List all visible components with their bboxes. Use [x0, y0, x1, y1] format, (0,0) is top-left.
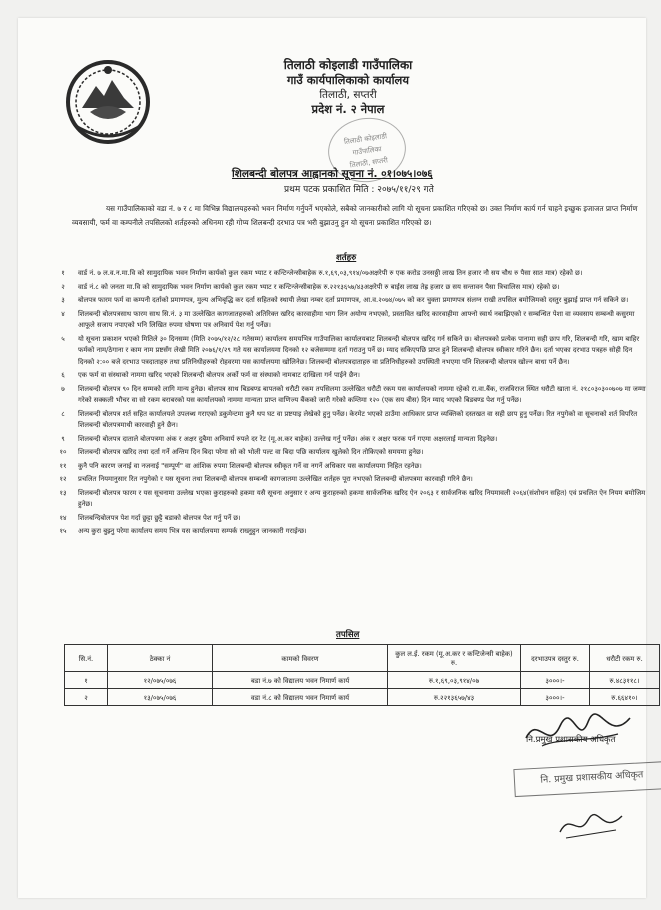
- notice-title: शिलबन्दी बोलपत्र आह्वानको सूचना नं. ०१।०७५।०७६: [232, 168, 433, 180]
- condition-text: प्रचलित नियमानुसार रित नपुगेको र यस सूचना तथा शिलबन्दी बोलपत्र सम्बन्धी कागजातमा उल्लेखित शर्तहरु पूरा नभएको शिलबन्दी बोलपत्रमा कारवाही गरिने छैन।: [78, 475, 473, 483]
- condition-text: कुनै पनि कारण जनाई वा नजनाई "सम्पूर्ण" वा आंशिक रुपमा शिलबन्दी बोलपत्र स्वीकृत गर्ने वा नगर्ने अधिकार यस कार्यालयमा निहित रहनेछ।: [78, 461, 422, 470]
- conditions-heading: शर्तहरु: [336, 253, 357, 263]
- cell-work-description: वडा नं.८ को विद्यालय भवन निमार्ण कार्य: [213, 689, 388, 706]
- condition-item: [48, 295, 648, 307]
- cell-bid-fee: ३०००।-: [521, 672, 590, 689]
- condition-number: ११: [59, 461, 67, 470]
- condition-item: [48, 434, 648, 446]
- condition-text: शिलबन्दी बोलपत्र शर्त सहित कार्यालयले उपलब्ध गराएको डकुमेन्टमा कुनै थप घट वा प्रष्टयाइ लेखेको हुनु पर्नेछ। केरमेट भएको ठाउँमा आधिकार प्राप्त व्यक्तिको दस्तखत वा सही छाप हुनु पर्नेछ। रित नपुगेको वा सूचनाको शर्त विपरित शिलबन्दी बोलपत्रमाथी कारवाही हुने छैन।: [78, 409, 638, 429]
- condition-item: [48, 268, 648, 280]
- condition-text: बोलपत्र फारम फर्म वा कम्पनी दर्ताको प्रमाणपत्र, मुल्य अभिबृद्धि कर दर्ता सहितको स्थायी लेखा नम्बर दर्ता प्रमाणपत्र, आ.व.२०७४/०७५ को कर चुक्ता प्रमाणपत्र संलग्न राखी तपसिल बमोजिमको दस्तुर बुझाई प्राप्त गर्न सकिने छ।: [78, 296, 629, 304]
- details-heading: तपसिल: [336, 630, 360, 640]
- cell-deposit: रु.६६४१०।: [590, 689, 660, 706]
- condition-text: शिलबन्दी बोलपत्र फारम र यस सूचनामा उल्लेख भएका कुराहरुको हकमा यसै सूचना अनुसार र अन्य कुराहरुको हकमा सार्वजनिक खरिद ऐन २०६३ र सार्वजनिक खरिद नियमावली २०६४(संशोधन सहित) एवं प्रचलित ऐन नियम बमोजिम हुनेछ।: [78, 488, 646, 508]
- stamp-line-2: गाउँपालिका: [352, 145, 383, 157]
- col-bid-fee: दरभाउपत्र दस्तुर रु.: [521, 645, 590, 672]
- condition-text: शिलबन्दी बोलपत्र दाताले बोलपत्रमा अंक र अक्षर दुबैमा अनिवार्य रुपले दर रेट (मू.अ.कर बाहेक) उल्लेख गर्नु पर्नेछ। अंक र अक्षर फरक पर्न गएमा अक्षरलाई मान्यता दिइनेछ।: [78, 434, 498, 443]
- condition-number: ३: [61, 296, 65, 304]
- cell-contract-no: १३/०७५/०७६: [108, 689, 213, 706]
- signatory-title: नि.प्रमुख प्रशासकीय अधिकृत: [526, 735, 616, 745]
- condition-number: ४: [61, 309, 65, 318]
- officer-rubber-stamp: नि. प्रमुख प्रशासकीय अधिकृत: [513, 761, 661, 797]
- publication-date: प्रथम पटक प्रकाशित मिति : २०७५/११/२९ गते: [284, 185, 434, 195]
- condition-item: [48, 447, 648, 459]
- condition-item: [48, 474, 648, 486]
- condition-number: ९: [61, 434, 65, 443]
- condition-item: [48, 461, 648, 473]
- condition-text: यो सूचना प्रकाशन भएको मितिले ३० दिनसम्म (मिति २०७५/१२/२८ गतेसम्म) कार्यालय समयभित्र गाउँपालिका कार्यालयबाट शिलबन्दी बोलपत्र खरिद गर्न सकिने छ। बोलपत्रको प्रत्येक पानामा सही छाप गरि, शिलबन्दी गरि, खाम बाहिर फर्मको नाम/ठेगाना र काम नाम प्रष्टसँग लेखी मिति २०७६/१/२९ गते यस कार्यालयमा दिनको १२ बजेसम्ममा दर्ता गराउनु पर्ने छ। म्याद सकिएपछि प्राप्त हुने शिलबन्दी बोलपत्र स्वीकार गरिने छैन। दर्ता भएका दरभाउ पत्रहरु सोही दिन दिनको २:०० बजे दरभाउ पत्रदाताहरु तथा प्रतिनिधीहरुको रोहवरमा यस कार्यालयमा खोलिनेछ। शिलबन्दी बोलपत्रदाताहरु वा प्रतिनिधीहरुको उपस्थिती नभएमा पनि शिलबन्दी बोलपत्र खोल्न बाधा पर्ने छैन।: [78, 334, 640, 366]
- condition-number: ५: [61, 334, 65, 343]
- col-total-cost: कुल ल.ई. रकम (मू.अ.कर र कन्टिजेन्सी बाहेक) रु.: [388, 645, 521, 672]
- cell-total-cost: रु.२२१३६५७/४३: [388, 689, 521, 706]
- bottom-signature-icon: [556, 808, 626, 842]
- office-name: गाउँ कार्यपालिकाको कार्यालय: [286, 73, 410, 87]
- municipality-name: तिलाठी कोइलाडी गाउँपालिका: [283, 58, 413, 72]
- province-line: प्रदेश नं. २ नेपाल: [311, 102, 385, 116]
- condition-text: एक फर्म वा संस्थाको नाममा खरिद भएको शिलबन्दी बोलपत्र अर्को फर्म वा संस्थाको नामबाट दाखिला गर्न पाईने छैन।: [78, 371, 360, 379]
- stamp-line-3: तिलाठी, सप्तरी: [349, 156, 389, 170]
- condition-item: [48, 488, 648, 511]
- condition-number: १०: [59, 448, 67, 456]
- table-row: [65, 672, 660, 689]
- document-page: [18, 18, 646, 898]
- contracts-table: [64, 644, 660, 706]
- cell-contract-no: १२/०७५/०७६: [108, 672, 213, 689]
- office-location: तिलाठी, सप्तरी: [319, 89, 377, 101]
- stamp-line-1: तिलाठी कोइलाडी: [343, 132, 388, 147]
- table-header-row: [65, 645, 660, 672]
- condition-number: ७: [61, 384, 65, 393]
- condition-item: [48, 513, 648, 525]
- intro-paragraph: यस गाउँपालिकाको वडा नं. ७ र ८ मा विभिन्न विद्यालयहरुको भवन निर्माण गर्नुपर्ने भएकोले, सबैको जानकारीको लागि यो सूचना प्रकाशित गरिएको छ। उक्त निर्माण कार्य गर्न चाहने इच्छुक इजाजत प्राप्त निर्माण व्यवसायी, फर्म वा कम्पनीले तपसिलको शर्तहरुको अधिनमा रही गोप्य शिलबन्दी दरभाउ पत्र भरी बुझाउनु हुन यो सूचना प्रकाशित गरिएको छ।: [72, 204, 638, 227]
- condition-item: [48, 334, 648, 369]
- condition-item: [48, 409, 648, 432]
- cell-bid-fee: ३०००।-: [521, 689, 590, 706]
- cell-total-cost: रु.१,६९,०३,९१४/०७: [388, 672, 521, 689]
- cell-serial: १: [65, 672, 108, 689]
- condition-item: [48, 309, 648, 332]
- condition-text: अन्य कुरा बुझ्नु परेमा कार्यालय समय भित्र यस कार्यालयमा सम्पर्क राख्नुहुन जानकारी गराईन्छ।: [78, 527, 307, 535]
- nepal-emblem-icon: [60, 56, 156, 148]
- condition-text: वार्ड नं. ७ ल.व.न.मा.वि को सामुदायिक भवन निर्माण कार्यको कुल रकम भ्याट र कन्टिन्जेन्सीबाहेक रु.१,६९,०३,९१४/०७अक्षरेपी रु एक करोड उनसठ्ठी लाख तिन हजार नौ सय चौध रु पैसा सात मात्र) रहेको छ।: [78, 269, 583, 277]
- condition-text: शिलबन्दी बोलपत्र खरिद तथा दर्ता गर्ने अन्तिम दिन बिदा परेमा सो को भोली पल्ट वा बिदा पछि कार्यालय खुलेको दिन तोकिएको समयमा हुनेछ।: [78, 448, 424, 456]
- condition-number: १: [61, 269, 65, 277]
- cell-serial: २: [65, 689, 108, 706]
- table-row: [65, 689, 660, 706]
- handwritten-signature-icon: [518, 708, 638, 756]
- condition-text: शिलबन्दी बोलपत्र ९० दिन सम्मको लागि मान्य हुनेछ। बोलपत्र साथ बिडबण्ड बापतको धरौटी रकम तपसिलमा उल्लेखित धरौटी रकम यस कार्यालयको नाममा रहेको रा.वा.बैंक, राजविराज स्थित धरौटी खाता नं. २१८०३०३००७०७ मा जम्मा गरेको सक्कली भौचर वा सो रकम बराबरको यस कार्यालयको नाममा मान्यता प्राप्त वाणिज्य बैंकको जारी गरेको कम्तिमा १२० (एक सय बीस) दिन म्याद भएको बिडबण्ड पेश गर्नु पर्नेछ।: [78, 384, 646, 404]
- office-header: [198, 58, 498, 117]
- condition-number: १५: [59, 527, 67, 535]
- col-work-description: कामको विवरण: [213, 645, 388, 672]
- condition-item: [48, 384, 648, 407]
- condition-item: [48, 526, 648, 538]
- col-deposit: धरौटी रकम रु.: [590, 645, 660, 672]
- cell-work-description: बडा नं.७ को विद्यालय भवन निमार्ण कार्य: [213, 672, 388, 689]
- condition-text: शिलबन्दी बोलपत्रसाथ फारम साथ सि.नं. ३ मा उल्लेखित कागजातहरुको अतिरिक्त खरिद कारवाहीमा भाग लिन अयोग्य नभएको, प्रस्तावित खरिद कारवाहीमा आफ्नो स्वार्थ नबाझिएको र सम्बन्धित पेशा वा व्यवसाय सम्बन्धी कसुरमा आफूले सजाय नपाएको भनि लिखित रुपमा घोषणा पत्र अनिवार्य पेश गर्नु पर्नेछ।: [78, 309, 635, 329]
- condition-text: शिलबन्दिबोलपत्र पेश गर्दा छुट्टा छुट्टै बडाको बोलपत्र पेश गर्नु पर्ने छ।: [78, 513, 241, 522]
- col-serial: सि.नं.: [65, 645, 108, 672]
- condition-text: वार्ड नं.८ को जनता मा.वि को सामुदायिक भवन निर्माण कार्यको कुल रकम भ्याट र कन्टिन्जेन्सीबाहेक रु.२२१३६५७/४३अक्षरेपी रु बाईस लाख तेह्र हजार छ सय सन्तावन पैसा त्रिचालिस मात्र) रहेको छ।: [78, 282, 560, 291]
- cell-deposit: रु.४८३११८।: [590, 672, 660, 689]
- col-contract-no: ठेक्का नं: [108, 645, 213, 672]
- condition-item: [48, 282, 648, 294]
- condition-number: ८: [61, 409, 65, 418]
- condition-number: १२: [59, 475, 67, 483]
- condition-number: २: [61, 282, 65, 291]
- condition-number: १३: [59, 488, 67, 497]
- condition-item: [48, 370, 648, 382]
- condition-number: ६: [61, 371, 65, 379]
- conditions-list: [48, 268, 648, 540]
- condition-number: १४: [59, 513, 67, 522]
